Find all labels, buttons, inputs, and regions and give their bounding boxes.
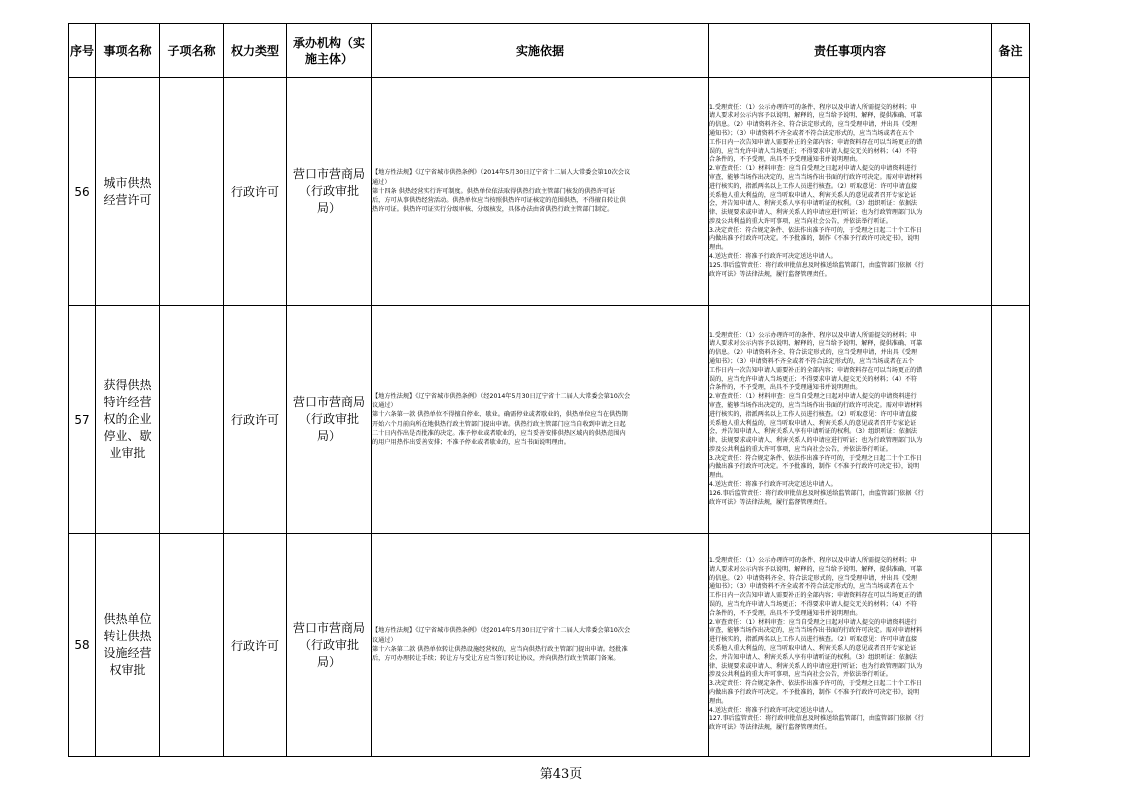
responsibility-line: 通知书》；（3）申请资料不齐全或者不符合法定形式的，应当当场或者在五个: [709, 583, 914, 591]
responsibility-line: 请人要求对公示内容予以说明、解释的，应当给予说明、解释，提供准确、可靠: [709, 340, 923, 348]
header-org: [287, 24, 372, 78]
org-line: 营口市营商局: [292, 167, 365, 181]
responsibility-line: 内做出准予行政许可决定。不予批准的，制作《不准予行政许可决定书》，说明: [709, 235, 920, 243]
responsibility-line: 会，并告知申请人、利害关系人享有申请听证的权利。（3）组织听证：依据法: [709, 428, 918, 436]
basis-line: 开始六个月前向所在地供热行政主管部门提出申请。供热行政主管部门应当自收到申请之日起: [372, 420, 626, 428]
table-row: [69, 306, 1030, 534]
responsibility-line: 合条件的，不予受理，出具不予受理通知书并说明理由。: [709, 156, 862, 164]
org-cell: [287, 306, 372, 534]
responsibility-line: 内做出准予行政许可决定。不予批准的，制作《不准予行政许可决定书》，说明: [709, 688, 920, 696]
responsibility-line: 通知书》；（3）申请资料不齐全或者不符合法定形式的，应当当场或者在五个: [709, 357, 914, 365]
responsibility-line: 审查，能够当场作出决定的，应当当场作出书面的行政许可决定。需对申请材料: [709, 173, 923, 181]
org-line: 局）: [316, 429, 341, 443]
responsibility-line: 2.审查责任：（1）材料审查：应当自受理之日起对申请人提交的申请资料进行: [709, 618, 917, 626]
basis-line: 的用户用热作出妥善安排；不准予停业或者歇业的，应当书面说明理由。: [372, 439, 570, 447]
responsibility-line: 内做出准予行政许可决定。不予批准的，制作《不准予行政许可决定书》，说明: [709, 463, 920, 471]
responsibility-line: 125.事后监管责任：将行政审批信息及时推送给监管部门，由监管部门依据《行: [709, 261, 924, 269]
responsibility-line: 1.受理责任：（1）公示办理许可的条件、程序以及申请人所需提交的材料；申: [709, 331, 917, 339]
remarks-cell: [992, 78, 1030, 306]
item-name-line: 权的企业: [103, 412, 152, 426]
item-name-line: 城市供热: [103, 175, 152, 190]
power-type-cell: 行政许可: [224, 534, 287, 757]
seq-cell: 58: [69, 534, 96, 757]
header-sub-item: 子项名称: [160, 24, 224, 78]
responsibility-line: 的信息。（2）申请资料齐全、符合法定形式的，应当受理申请，并出具《受理: [709, 349, 918, 357]
basis-line: 通过）: [372, 178, 391, 186]
basis-line: 后，方可办理转让手续；转让方与受让方应当签订转让协议，并向供热行政主管部门备案。: [372, 655, 620, 663]
responsibility-line: 涉及公共利益的重大许可事项，应当向社会公告，并依法举行听证。: [709, 445, 892, 453]
item-name-line: 特许经营: [103, 395, 152, 409]
item-name-line: 业审批: [109, 446, 146, 460]
responsibility-line: 关系他人重大利益的，应当听取申请人、利害关系人的意见或者召开专家论证: [709, 645, 917, 652]
header-power-type: 权力类型: [224, 24, 287, 78]
responsibility-line: 误的，应当允许申请人当场更正；不得要求申请人提交无关的材料；（4）不符: [709, 147, 918, 155]
responsibility-line: 涉及公共利益的重大许可事项，应当向社会公告，并依法举行听证。: [709, 217, 892, 225]
responsibility-line: 2.审查责任：（1）材料审查：应当自受理之日起对申请人提交的申请资料进行: [709, 393, 917, 401]
responsibility-line: 审查，能够当场作出决定的，应当当场作出书面的行政许可决定。需对申请材料: [709, 401, 923, 409]
responsibility-line: 3.决定责任：符合规定条件、依法作出准予许可的，于受理之日起二十个工作日: [709, 454, 923, 462]
responsibility-line: 律、法规要求或申请人、利害关系人的申请应进行听证；也为行政管理部门认为: [709, 437, 923, 445]
sub-item-cell: [160, 78, 224, 306]
responsibility-line: 政许可法》等法律法规，履行监督管理责任。: [709, 270, 831, 278]
header-org-line: 施主体）: [304, 51, 353, 66]
responsibility-line: 3.决定责任：符合规定条件、依法作出准予许可的，于受理之日起二十个工作日: [709, 680, 923, 688]
responsibility-line: 3.决定责任：符合规定条件、依法作出准予许可的，于受理之日起二十个工作日: [709, 226, 923, 234]
org-line: （行政审批: [298, 412, 359, 426]
org-line: （行政审批: [298, 184, 359, 198]
basis-line: 【地方性法规】《辽宁省城市供热条例》（经2014年5月30日辽宁省十二届人大常委会第10次会: [372, 627, 631, 635]
basis-line: 【地方性法规】《辽宁省城市供热条例》（经2014年5月30日辽宁省十二届人大常委会第10次会: [372, 392, 631, 400]
responsibility-line: 工作日内一次告知申请人需要补正的全部内容；申请资料存在可以当场更正的错: [709, 366, 923, 374]
responsibility-line: 通知书》；（3）申请资料不齐全或者不符合法定形式的，应当当场或者在五个: [709, 129, 914, 137]
sub-item-cell: [160, 306, 224, 534]
basis-line: 议通过）: [372, 401, 397, 409]
seq-cell: 57: [69, 306, 96, 534]
power-type-cell: 行政许可: [224, 306, 287, 534]
responsibility-line: 律、法规要求或申请人、利害关系人的申请应进行听证；也为行政管理部门认为: [709, 209, 923, 217]
basis-cell: [372, 534, 709, 757]
responsibility-line: 律、法规要求或申请人、利害关系人的申请应进行听证；也为行政管理部门认为: [709, 662, 923, 670]
remarks-cell: [992, 306, 1030, 534]
responsibility-line: 合条件的，不予受理，出具不予受理通知书并说明理由。: [709, 609, 862, 617]
responsibility-line: 理由。: [709, 697, 728, 705]
responsibility-cell: [709, 78, 992, 306]
item-name-line: 经营许可: [103, 192, 152, 207]
header-org-line: 承办机构（实: [292, 35, 365, 50]
org-cell: [287, 534, 372, 757]
responsibility-line: 127.事后监管责任：将行政审批信息及时推送给监管部门，由监管部门依据《行: [709, 715, 924, 723]
basis-line: 第十四条 供热经营实行许可制度。供热单位依法取得供热行政主管部门核发的供热许可证: [372, 187, 616, 195]
basis-line: 二十日内作出是否批准的决定。准予停业或者歇业的，应当妥善安排供热区域内的供热范围内: [372, 429, 626, 437]
responsibility-line: 工作日内一次告知申请人需要补正的全部内容；申请资料存在可以当场更正的错: [709, 592, 923, 600]
responsibility-line: 1.受理责任：（1）公示办理许可的条件、程序以及申请人所需提交的材料；申: [709, 103, 917, 111]
responsibility-line: 理由。: [709, 244, 728, 252]
basis-line: 第十六条第一款 供热单位不得擅自停业、歇业。确需停业或者歇业的，供热单位应当在供热期: [372, 411, 628, 419]
item-name-cell: [96, 534, 160, 757]
org-line: 局）: [316, 201, 341, 215]
item-name-line: 供热单位: [103, 612, 152, 626]
table-row: [69, 534, 1030, 757]
item-name-line: 停业、歇: [103, 429, 152, 443]
responsibility-line: 进行核实的，指派两名以上工作人员进行核查。（2）听取意见：许可申请直接: [709, 182, 918, 190]
seq-cell: 56: [69, 78, 96, 306]
power-type-cell: 行政许可: [224, 78, 287, 306]
responsibility-line: 的信息。（2）申请资料齐全、符合法定形式的，应当受理申请，并出具《受理: [709, 121, 918, 129]
responsibility-cell: [709, 306, 992, 534]
header-seq: 序号: [69, 24, 96, 78]
responsibility-line: 合条件的，不予受理，出具不予受理通知书并说明理由。: [709, 384, 862, 392]
responsibility-line: 请人要求对公示内容予以说明、解释的，应当给予说明、解释，提供准确、可靠: [709, 112, 923, 120]
responsibility-line: 4.送达责任：将准予行政许可决定送达申请人。: [709, 253, 837, 261]
org-line: 营口市营商局: [292, 395, 365, 409]
basis-cell: [372, 78, 709, 306]
header-item-name: 事项名称: [96, 24, 160, 78]
basis-line: 第十六条第二款 供热单位转让供热设施经营权的，应当向供热行政主管部门提出申请。经批准: [372, 646, 628, 653]
org-line: （行政审批: [298, 637, 359, 652]
responsibility-line: 误的，应当允许申请人当场更正；不得要求申请人提交无关的材料；（4）不符: [709, 601, 918, 609]
basis-line: 【地方性法规】《辽宁省城市供热条例》（2014年5月30日辽宁省十二届人大常委会第10次会议: [372, 169, 631, 177]
responsibility-line: 政许可法》等法律法规，履行监督管理责任。: [709, 724, 831, 732]
item-name-line: 权审批: [109, 663, 146, 677]
responsibility-line: 涉及公共利益的重大许可事项，应当向社会公告，并依法举行听证。: [709, 671, 892, 679]
responsibility-line: 工作日内一次告知申请人需要补正的全部内容；申请资料存在可以当场更正的错: [709, 138, 923, 146]
responsibility-line: 4.送达责任：将准予行政许可决定送达申请人。: [709, 706, 837, 714]
responsibility-line: 政许可法》等法律法规，履行监督管理责任。: [709, 498, 831, 506]
header-responsibility: 责任事项内容: [709, 24, 992, 78]
remarks-cell: [992, 534, 1030, 757]
responsibility-line: 会，并告知申请人、利害关系人享有申请听证的权利。（3）组织听证：依据法: [709, 200, 918, 208]
basis-line: 后，方可从事供热经营活动。供热单位应当按照供热许可证核定的范围供热，不得擅自转让供: [372, 197, 626, 205]
responsibility-line: 的信息。（2）申请资料齐全、符合法定形式的，应当受理申请，并出具《受理: [709, 574, 918, 582]
responsibility-line: 会，并告知申请人、利害关系人享有申请听证的权利。（3）组织听证：依据法: [709, 653, 918, 661]
responsibility-line: 2.审查责任：（1）材料审查：应当自受理之日起对申请人提交的申请资料进行: [709, 165, 917, 173]
org-cell: [287, 78, 372, 306]
table-row: [69, 78, 1030, 306]
item-name-line: 设施经营: [103, 646, 152, 660]
item-name-cell: [96, 306, 160, 534]
page-number: 第43页: [539, 767, 583, 782]
sub-item-cell: [160, 534, 224, 757]
responsibility-line: 误的，应当允许申请人当场更正；不得要求申请人提交无关的材料；（4）不符: [709, 375, 918, 383]
responsibility-line: 进行核实的，指派两名以上工作人员进行核查。（2）听取意见：许可申请直接: [709, 636, 918, 644]
power-list-table: [68, 23, 1030, 757]
responsibility-line: 4.送达责任：将准予行政许可决定送达申请人。: [709, 481, 837, 489]
org-line: 营口市营商局: [292, 620, 365, 635]
responsibility-line: 关系他人重大利益的，应当听取申请人、利害关系人的意见或者召开专家论证: [709, 191, 917, 199]
responsibility-line: 进行核实的，指派两名以上工作人员进行核查。（2）听取意见：许可申请直接: [709, 410, 918, 418]
org-line: 局）: [316, 654, 341, 669]
item-name-line: 获得供热: [103, 378, 152, 392]
item-name-line: 转让供热: [103, 629, 152, 643]
responsibility-line: 审查，能够当场作出决定的，应当当场作出书面的行政许可决定。需对申请材料: [709, 627, 923, 635]
basis-line: 议通过）: [372, 636, 397, 644]
responsibility-line: 理由。: [709, 472, 728, 480]
responsibility-line: 请人要求对公示内容予以说明、解释的，应当给予说明、解释，提供准确、可靠: [709, 565, 923, 573]
basis-line: 热许可证。供热许可证实行分级审核、分级核发，具体办法由省供热行政主管部门制定。: [372, 206, 614, 214]
responsibility-line: 126.事后监管责任：将行政审批信息及时推送给监管部门，由监管部门依据《行: [709, 489, 924, 497]
table-header-row: [69, 24, 1030, 78]
basis-cell: [372, 306, 709, 534]
responsibility-cell: [709, 534, 992, 757]
header-basis: 实施依据: [372, 24, 709, 78]
responsibility-line: 1.受理责任：（1）公示办理许可的条件、程序以及申请人所需提交的材料；申: [709, 557, 917, 565]
header-remarks: 备注: [992, 24, 1030, 78]
item-name-cell: [96, 78, 160, 306]
responsibility-line: 关系他人重大利益的，应当听取申请人、利害关系人的意见或者召开专家论证: [709, 419, 917, 427]
